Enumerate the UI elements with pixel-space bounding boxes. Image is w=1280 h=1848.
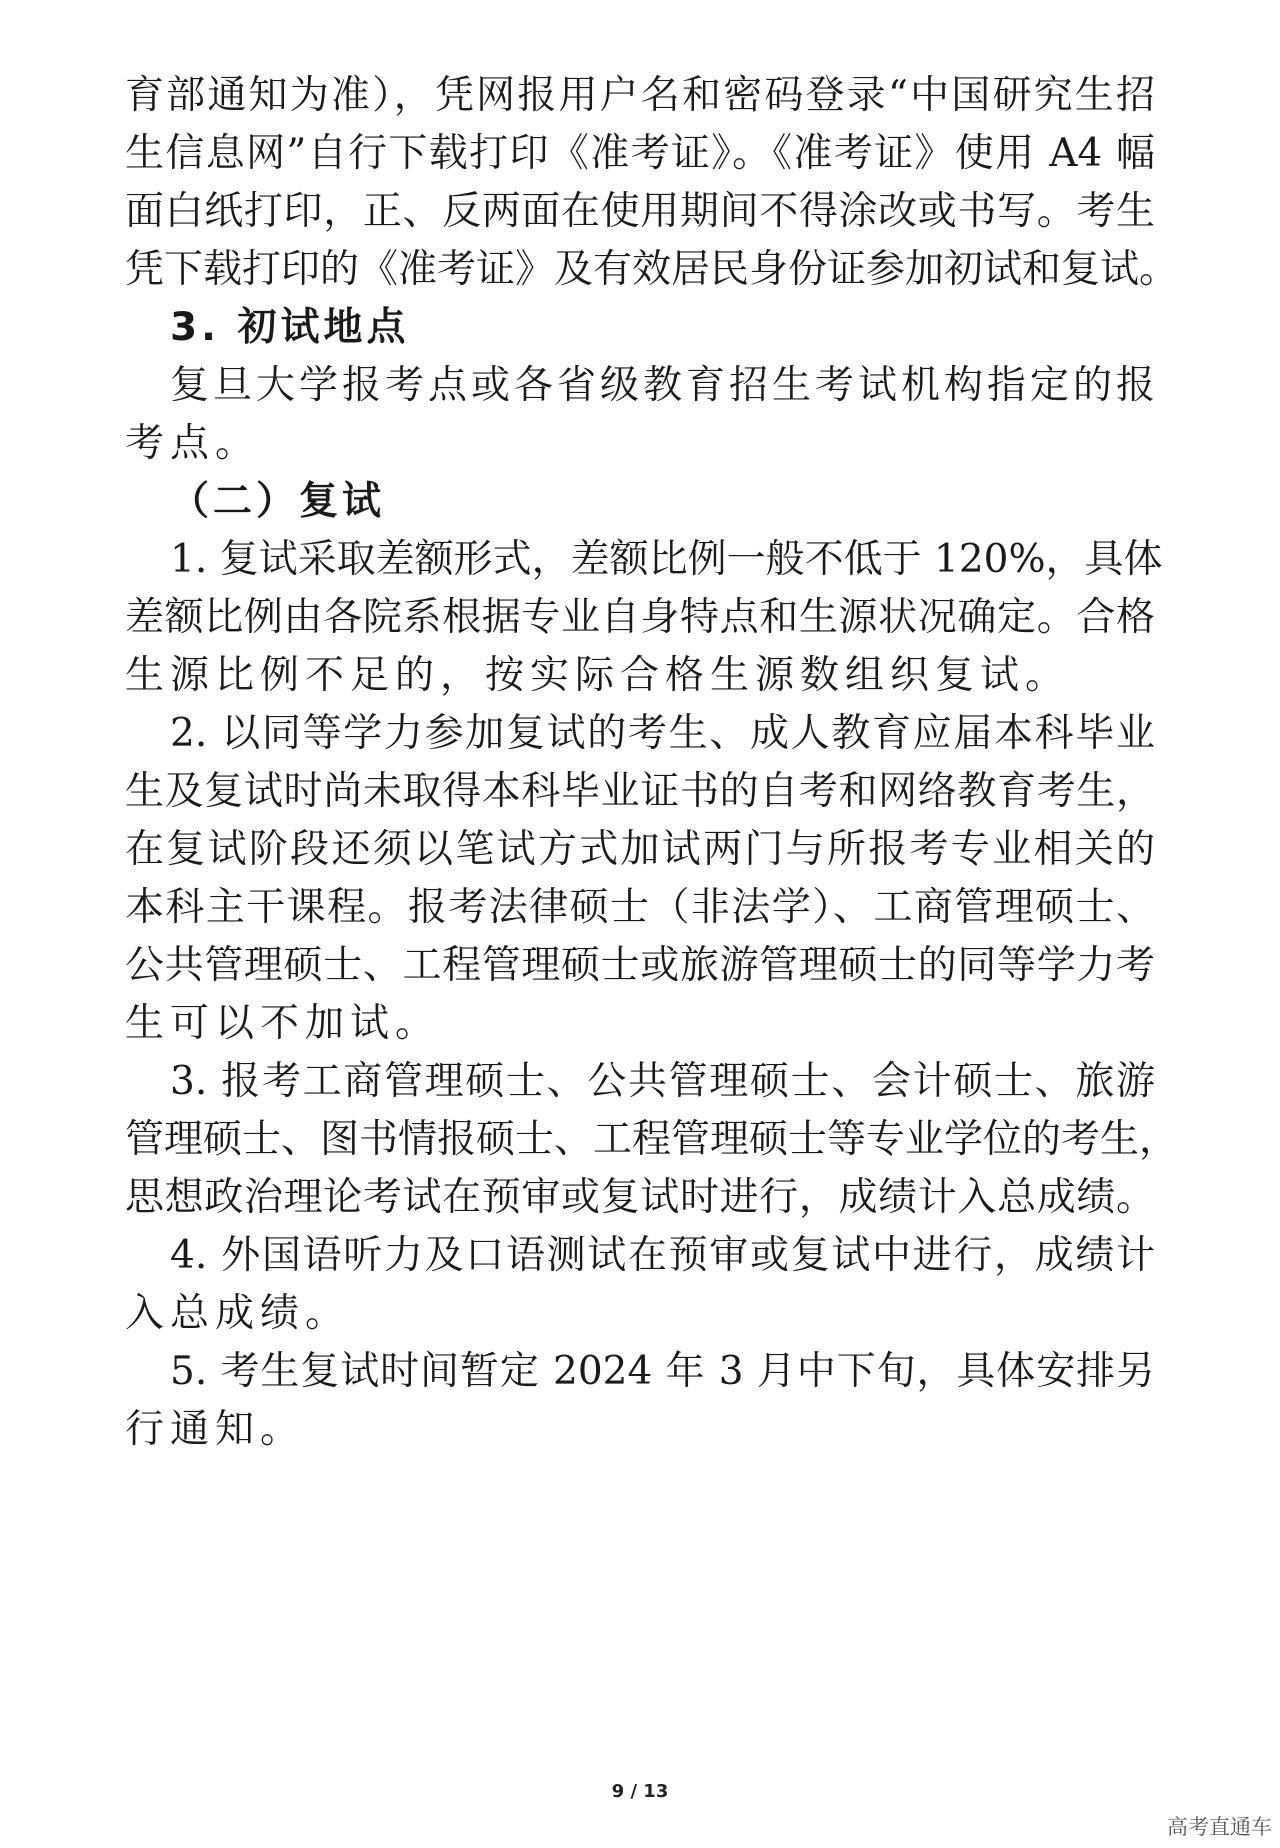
body-line: 管理硕士、图书情报硕士、工程管理硕士等专业学位的考生， bbox=[125, 1117, 1179, 1162]
body-line: 复旦大学报考点或各省级教育招生考试机构指定的报 bbox=[170, 363, 1155, 408]
body-line: 思想政治理论考试在预审或复试时进行，成绩计入总成绩。 bbox=[125, 1175, 1155, 1220]
body-line: 考点。 bbox=[125, 421, 261, 466]
body-line: 生源比例不足的，按实际合格生源数组织复试。 bbox=[125, 653, 1071, 698]
body-line: 差额比例由各院系根据专业自身特点和生源状况确定。合格 bbox=[125, 595, 1155, 640]
body-line: 入总成绩。 bbox=[125, 1291, 351, 1336]
body-line: 面白纸打印，正、反两面在使用期间不得涂改或书写。考生 bbox=[125, 189, 1155, 234]
section-heading: （二）复试 bbox=[170, 479, 386, 524]
body-line: 5. 考生复试时间暂定 2024 年 3 月中下旬，具体安排另 bbox=[170, 1349, 1155, 1394]
body-line: 生及复试时尚未取得本科毕业证书的自考和网络教育考生， bbox=[125, 769, 1155, 814]
body-line: 本科主干课程。报考法律硕士（非法学）、工商管理硕士、 bbox=[125, 885, 1155, 930]
body-line: 行通知。 bbox=[125, 1407, 306, 1452]
body-line: 育部通知为准），凭网报用户名和密码登录“中国研究生招 bbox=[125, 73, 1155, 118]
section-heading: 3. 初试地点 bbox=[170, 305, 410, 350]
body-line: 在复试阶段还须以笔试方式加试两门与所报考专业相关的 bbox=[125, 827, 1155, 872]
body-line: 凭下载打印的《准考证》及有效居民身份证参加初试和复试。 bbox=[125, 247, 1179, 292]
body-line: 3. 报考工商管理硕士、公共管理硕士、会计硕士、旅游 bbox=[170, 1059, 1155, 1104]
body-line: 生可以不加试。 bbox=[125, 1001, 441, 1046]
body-line: 1. 复试采取差额形式，差额比例一般不低于 120%，具体 bbox=[170, 537, 1163, 582]
body-line: 4. 外国语听力及口语测试在预审或复试中进行，成绩计 bbox=[170, 1233, 1155, 1278]
watermark: 高考直通车 bbox=[1167, 1815, 1272, 1839]
page-number: 9 / 13 bbox=[611, 1781, 669, 1802]
body-line: 2. 以同等学力参加复试的考生、成人教育应届本科毕业 bbox=[170, 711, 1155, 756]
body-line: 生信息网”自行下载打印《准考证》。《准考证》使用 A4 幅 bbox=[125, 131, 1155, 176]
body-line: 公共管理硕士、工程管理硕士或旅游管理硕士的同等学力考 bbox=[125, 943, 1155, 988]
